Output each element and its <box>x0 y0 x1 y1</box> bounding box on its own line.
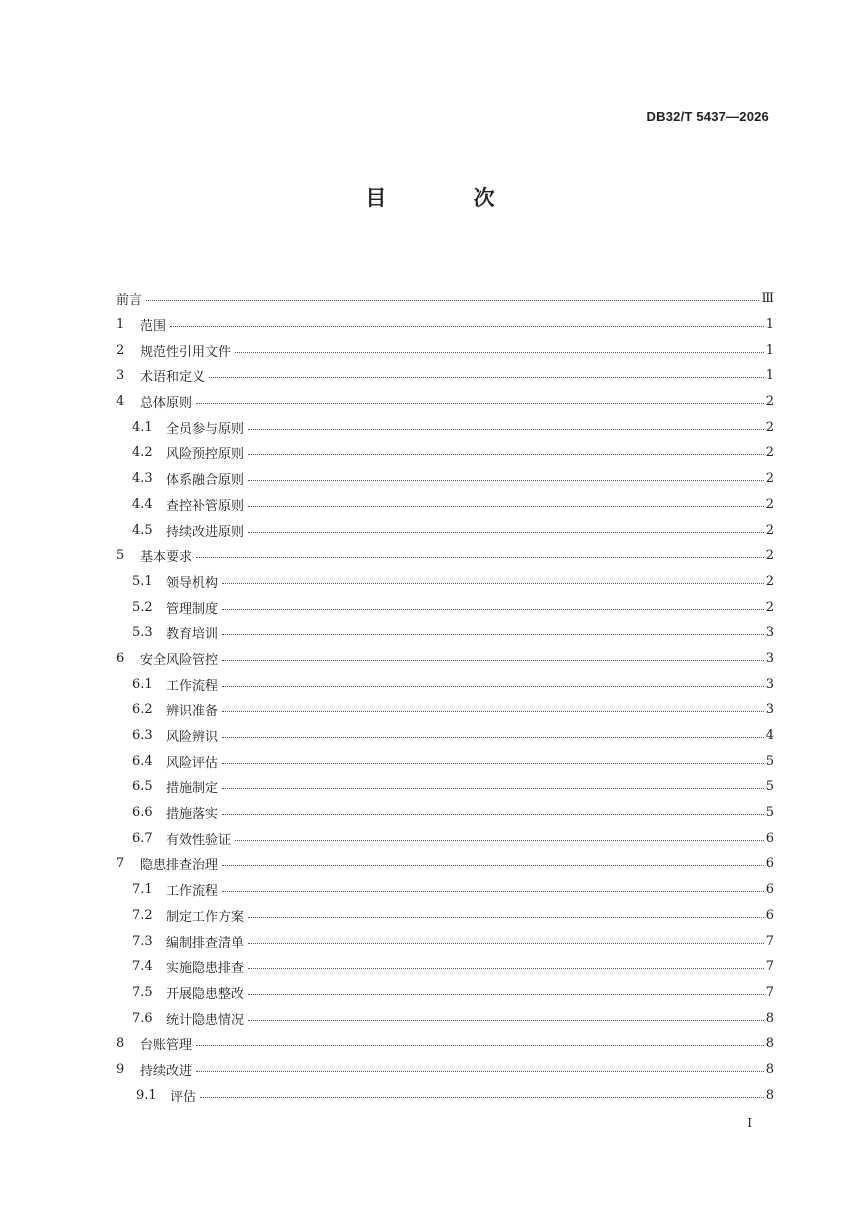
toc-leader-dots <box>235 352 764 353</box>
toc-leader-dots <box>248 943 764 944</box>
toc-leader-dots <box>248 454 764 455</box>
toc-entry-page: 1 <box>765 317 774 333</box>
toc-entry[interactable] <box>116 903 774 929</box>
toc-entry-label: 管理制度 <box>166 601 219 617</box>
toc-entry[interactable] <box>116 825 774 851</box>
toc-entry-label: 隐患排查治理 <box>140 858 219 874</box>
toc-entry-label: 开展隐患整改 <box>166 986 245 1002</box>
toc-entry-page: 8 <box>765 1061 774 1077</box>
toc-entry-number: 7.3 <box>132 933 153 949</box>
toc-entry-number: 9.1 <box>136 1087 157 1103</box>
toc-entry-label: 实施隐患排查 <box>166 961 245 977</box>
toc-entry-page: 2 <box>765 496 774 512</box>
toc-entry-number: 7 <box>116 856 125 872</box>
toc-entry[interactable] <box>116 569 774 595</box>
toc-entry-number: 1 <box>116 317 125 333</box>
toc-entry-page: 2 <box>765 599 774 615</box>
toc-entry[interactable] <box>116 312 774 338</box>
toc-entry-label: 有效性验证 <box>166 832 232 848</box>
toc-entry-page: 5 <box>765 779 774 795</box>
toc-entry-label: 措施制定 <box>166 781 219 797</box>
toc-entry-number: 6.3 <box>132 728 153 744</box>
toc-entry-label: 辨识准备 <box>166 704 219 720</box>
toc-leader-dots <box>222 865 764 866</box>
toc-entry[interactable] <box>116 517 774 543</box>
toc-entry[interactable] <box>116 877 774 903</box>
toc-entry[interactable] <box>116 414 774 440</box>
toc-entry-label: 基本要求 <box>140 550 193 566</box>
toc-leader-dots <box>248 429 764 430</box>
toc-entry-number: 5.1 <box>132 573 153 589</box>
toc-entry-page: 2 <box>765 394 774 410</box>
toc-entry[interactable] <box>116 1005 774 1031</box>
toc-entry[interactable] <box>116 928 774 954</box>
toc-leader-dots <box>222 634 764 635</box>
toc-entry-page: 2 <box>765 573 774 589</box>
toc-leader-dots <box>222 891 764 892</box>
toc-entry-label: 工作流程 <box>166 884 219 900</box>
toc-leader-dots <box>248 968 764 969</box>
toc-entry-label: 总体原则 <box>140 396 193 412</box>
toc-leader-dots <box>222 814 764 815</box>
toc-entry-label: 统计隐患情况 <box>166 1012 245 1028</box>
toc-entry-number: 6.7 <box>132 830 153 846</box>
toc-entry-label: 教育培训 <box>166 627 219 643</box>
toc-entry-number: 6.4 <box>132 753 153 769</box>
toc-entry-number: 7.1 <box>132 882 153 898</box>
toc-leader-dots <box>196 1045 764 1046</box>
toc-entry-page: 6 <box>765 856 774 872</box>
toc-entry[interactable] <box>116 671 774 697</box>
toc-entry[interactable] <box>116 543 774 569</box>
toc-entry-number: 7.2 <box>132 907 153 923</box>
toc-entry-page: 8 <box>765 1087 774 1103</box>
toc-entry[interactable] <box>116 440 774 466</box>
toc-entry-number: 6.1 <box>132 676 153 692</box>
toc-entry[interactable] <box>116 286 774 312</box>
toc-leader-dots <box>248 917 764 918</box>
toc-leader-dots <box>222 763 764 764</box>
toc-entry-number: 7.5 <box>132 984 153 1000</box>
toc-entry-page: 7 <box>765 984 774 1000</box>
toc-entry-number: 6.6 <box>132 805 153 821</box>
toc-entry[interactable] <box>116 1031 774 1057</box>
toc-entry-label: 制定工作方案 <box>166 909 245 925</box>
toc-entry-page: 3 <box>765 702 774 718</box>
toc-leader-dots <box>248 994 764 995</box>
toc-entry[interactable] <box>116 363 774 389</box>
toc-entry-label: 措施落实 <box>166 807 219 823</box>
toc-entry-label: 安全风险管控 <box>140 652 219 668</box>
toc-entry-label: 持续改进 <box>140 1063 193 1079</box>
toc-entry-page: 6 <box>765 882 774 898</box>
toc-entry[interactable] <box>116 774 774 800</box>
toc-entry-number: 6 <box>116 650 125 666</box>
toc-entry-number: 7.6 <box>132 1010 153 1026</box>
document-code: DB32/T 5437—2026 <box>646 109 769 124</box>
toc-entry-label: 工作流程 <box>166 678 219 694</box>
toc-leader-dots <box>222 686 764 687</box>
toc-entry-page: 6 <box>765 830 774 846</box>
toc-leader-dots <box>222 583 764 584</box>
toc-leader-dots <box>146 300 759 301</box>
toc-entry-number: 7.4 <box>132 959 153 975</box>
page-number: I <box>747 1116 752 1130</box>
toc-leader-dots <box>196 1071 764 1072</box>
toc-entry-page: 2 <box>765 445 774 461</box>
toc-entry-page: 3 <box>765 676 774 692</box>
toc-leader-dots <box>222 737 764 738</box>
toc-entry[interactable] <box>116 697 774 723</box>
toc-entry-label: 风险预控原则 <box>166 447 245 463</box>
toc-leader-dots <box>235 840 764 841</box>
toc-entry-page: 2 <box>765 548 774 564</box>
toc-entry-number: 6.5 <box>132 779 153 795</box>
toc-entry[interactable] <box>116 851 774 877</box>
toc-entry-page: 5 <box>765 753 774 769</box>
toc-entry-number: 5.3 <box>132 625 153 641</box>
toc-entry-label: 体系融合原则 <box>166 473 245 489</box>
toc-entry-number: 2 <box>116 342 125 358</box>
toc-entry-label: 查控补管原则 <box>166 498 245 514</box>
toc-leader-dots <box>248 1020 764 1021</box>
page-title: 目 次 <box>365 185 535 210</box>
toc-entry-number: 4.1 <box>132 419 153 435</box>
toc-entry[interactable] <box>116 748 774 774</box>
toc-entry-label: 前言 <box>116 293 143 309</box>
toc-entry-page: 1 <box>765 368 774 384</box>
toc-entry-page: 7 <box>765 933 774 949</box>
toc-entry-label: 术语和定义 <box>140 370 206 386</box>
toc-entry[interactable] <box>116 723 774 749</box>
toc-entry-label: 风险辨识 <box>166 730 219 746</box>
toc-entry-number: 5 <box>116 548 125 564</box>
toc-entry-page: 1 <box>765 342 774 358</box>
toc-entry-number: 4.4 <box>132 496 153 512</box>
toc-leader-dots <box>248 506 764 507</box>
toc-leader-dots <box>196 557 764 558</box>
toc-entry[interactable] <box>116 337 774 363</box>
toc-entry[interactable] <box>116 1057 774 1083</box>
toc-leader-dots <box>196 403 764 404</box>
toc-entry-page: 5 <box>765 805 774 821</box>
toc-entry-label: 全员参与原则 <box>166 421 245 437</box>
toc-leader-dots <box>222 660 764 661</box>
toc-entry-number: 4.5 <box>132 522 153 538</box>
toc-entry-number: 8 <box>116 1036 125 1052</box>
toc-entry-page: 6 <box>765 907 774 923</box>
toc-entry-label: 风险评估 <box>166 755 219 771</box>
toc-entry-number: 9 <box>116 1061 125 1077</box>
toc-entry-label: 台账管理 <box>140 1038 193 1054</box>
toc-entry-number: 4 <box>116 394 125 410</box>
toc-entry-page: 8 <box>765 1010 774 1026</box>
toc-entry-number: 3 <box>116 368 125 384</box>
toc-entry[interactable] <box>116 980 774 1006</box>
toc-entry-label: 领导机构 <box>166 575 219 591</box>
toc-entry-label: 评估 <box>170 1089 197 1105</box>
toc-entry[interactable] <box>116 594 774 620</box>
toc-leader-dots <box>222 711 764 712</box>
toc-entry[interactable] <box>116 646 774 672</box>
toc-entry-page: 7 <box>765 959 774 975</box>
toc-entry-number: 5.2 <box>132 599 153 615</box>
toc-leader-dots <box>170 326 764 327</box>
toc-entry-page: 4 <box>765 728 774 744</box>
toc-leader-dots <box>222 609 764 610</box>
toc-entry-number: 6.2 <box>132 702 153 718</box>
toc-entry-page: 3 <box>765 625 774 641</box>
toc-entry-label: 规范性引用文件 <box>140 344 232 360</box>
toc-entry[interactable] <box>116 466 774 492</box>
toc-entry-page: 3 <box>765 650 774 666</box>
toc-entry[interactable] <box>116 389 774 415</box>
toc-entry-page: 2 <box>765 471 774 487</box>
toc-leader-dots <box>209 377 764 378</box>
toc-entry-number: 4.3 <box>132 471 153 487</box>
toc-entry-page: 2 <box>765 522 774 538</box>
table-of-contents <box>116 286 774 1108</box>
toc-entry-label: 编制排查清单 <box>166 935 245 951</box>
toc-entry[interactable] <box>116 492 774 518</box>
toc-entry-page: Ⅲ <box>761 291 774 307</box>
toc-entry-label: 范围 <box>140 319 167 335</box>
toc-entry[interactable] <box>116 1082 774 1108</box>
toc-entry[interactable] <box>116 954 774 980</box>
toc-leader-dots <box>248 480 764 481</box>
toc-leader-dots <box>200 1097 764 1098</box>
toc-entry-number: 4.2 <box>132 445 153 461</box>
toc-entry-page: 2 <box>765 419 774 435</box>
toc-entry[interactable] <box>116 620 774 646</box>
toc-entry-page: 8 <box>765 1036 774 1052</box>
toc-entry-label: 持续改进原则 <box>166 524 245 540</box>
toc-leader-dots <box>222 788 764 789</box>
toc-entry[interactable] <box>116 800 774 826</box>
toc-leader-dots <box>248 532 764 533</box>
